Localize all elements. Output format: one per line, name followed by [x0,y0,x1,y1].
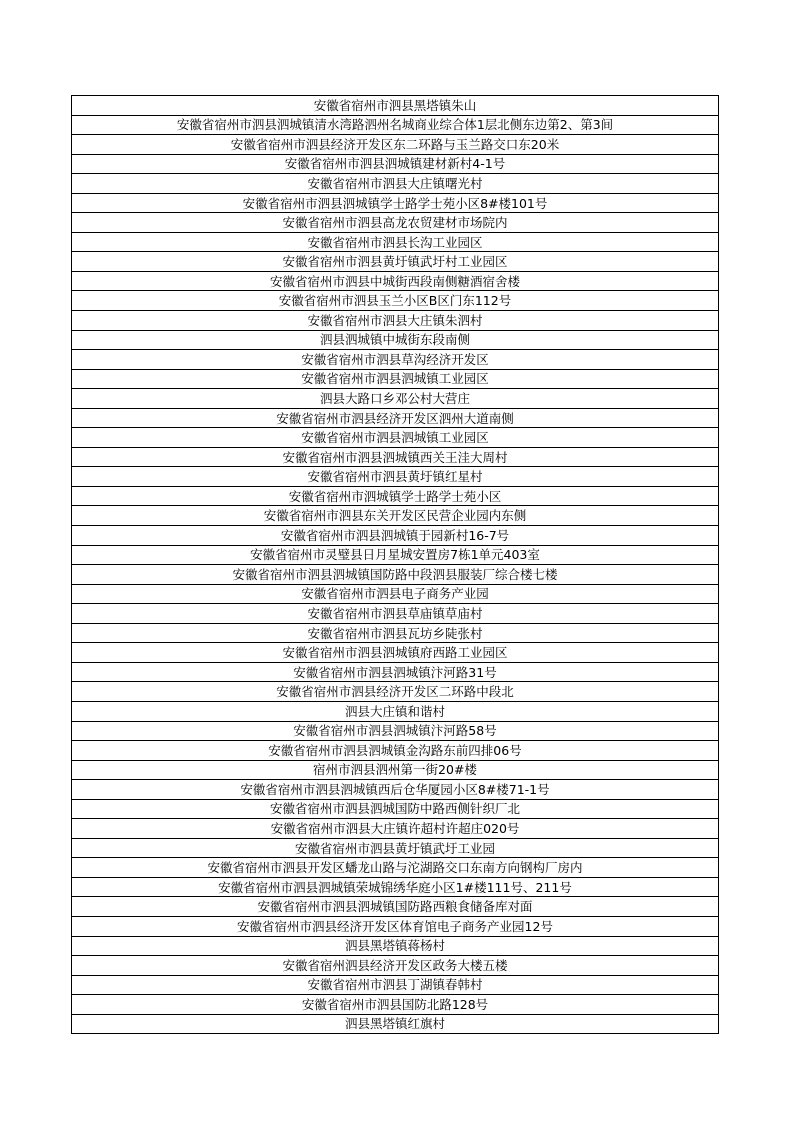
table-row [72,193,719,213]
table-row [72,760,719,780]
address-cell: 安徽省宿州市泗县泗城镇于园新村16-7号 [72,526,719,546]
table-row [72,741,719,761]
address-cell: 泗县泗城镇中城街东段南侧 [72,330,719,350]
address-cell: 泗县大庄镇和谐村 [72,701,719,721]
table-row [72,956,719,976]
table-row [72,936,719,956]
table-row [72,526,719,546]
address-cell: 安徽省宿州市泗县大庄镇曙光村 [72,174,719,194]
address-cell: 安徽省宿州市泗县泗城镇国防路中段泗县服装厂综合楼七楼 [72,565,719,585]
address-cell: 安徽省宿州市泗县泗城镇建材新村4-1号 [72,154,719,174]
table-row [72,506,719,526]
address-cell: 安徽省宿州市泗县国防北路128号 [72,995,719,1015]
address-cell: 安徽省宿州市泗县泗城镇荣城锦绣华庭小区1#楼111号、211号 [72,877,719,897]
address-cell: 安徽省宿州市泗县经济开发区二环路中段北 [72,682,719,702]
table-row [72,408,719,428]
table-row [72,584,719,604]
address-cell: 安徽省宿州市泗县大庄镇许超村许超庄020号 [72,819,719,839]
address-cell: 安徽省宿州市泗县电子商务产业园 [72,584,719,604]
address-cell: 安徽省宿州市泗县经济开发区体育馆电子商务产业园12号 [72,916,719,936]
address-cell: 安徽省宿州市泗县泗城镇国防路西粮食储备库对面 [72,897,719,917]
table-row [72,565,719,585]
address-cell: 安徽省宿州市泗县泗城镇西后仓华厦园小区8#楼71-1号 [72,780,719,800]
address-cell: 安徽省宿州市泗县黄圩镇红星村 [72,467,719,487]
table-row [72,486,719,506]
table-row [72,877,719,897]
table-row [72,115,719,135]
address-cell: 安徽省宿州市泗县泗城镇清水湾路泗州名城商业综合体1层北侧东边第2、第3间 [72,115,719,135]
table-row [72,682,719,702]
table-row [72,389,719,409]
address-cell: 安徽省宿州市泗县开发区蟠龙山路与沱湖路交口东南方向钢构厂房内 [72,858,719,878]
address-cell: 安徽省宿州市泗县黑塔镇朱山 [72,96,719,116]
table-row [72,916,719,936]
address-cell: 安徽省宿州市泗县长沟工业园区 [72,232,719,252]
address-cell: 安徽省宿州市泗县黄圩镇武圩村工业园区 [72,252,719,272]
table-row [72,838,719,858]
table-row [72,995,719,1015]
address-cell: 安徽省宿州市泗县黄圩镇武圩工业园 [72,838,719,858]
table-row [72,721,719,741]
address-cell: 安徽省宿州市泗县瓦坊乡陡张村 [72,623,719,643]
table-row [72,428,719,448]
address-cell: 安徽省宿州市泗县泗城镇学士路学士苑小区8#楼101号 [72,193,719,213]
address-cell: 安徽省宿州泗县经济开发区政务大楼五楼 [72,956,719,976]
table-row [72,662,719,682]
address-cell: 安徽省宿州市泗县泗城镇工业园区 [72,369,719,389]
address-cell: 安徽省宿州市泗县泗城镇汴河路58号 [72,721,719,741]
table-row [72,174,719,194]
table-row [72,96,719,116]
table-row [72,213,719,233]
table-row [72,350,719,370]
address-cell: 安徽省宿州市泗县草沟经济开发区 [72,350,719,370]
address-cell: 安徽省宿州市泗县玉兰小区B区门东112号 [72,291,719,311]
table-row [72,701,719,721]
table-row [72,467,719,487]
table-row [72,643,719,663]
address-cell: 安徽省宿州市泗县中城街西段南侧糖酒宿舍楼 [72,271,719,291]
table-row [72,291,719,311]
address-table-body [72,96,719,1034]
address-cell: 安徽省宿州市泗县高龙农贸建材市场院内 [72,213,719,233]
table-row [72,819,719,839]
table-row [72,135,719,155]
address-cell: 安徽省宿州市灵璧县日月星城安置房7栋1单元403室 [72,545,719,565]
table-row [72,232,719,252]
table-row [72,447,719,467]
address-cell: 安徽省宿州市泗县泗城镇汴河路31号 [72,662,719,682]
address-cell: 泗县黑塔镇红旗村 [72,1014,719,1034]
table-row [72,604,719,624]
address-cell: 安徽省宿州市泗城镇学士路学士苑小区 [72,486,719,506]
address-table [71,95,719,1034]
address-cell: 安徽省宿州市泗县东关开发区民营企业园内东侧 [72,506,719,526]
address-cell: 安徽省宿州市泗县泗城镇西关王洼大周村 [72,447,719,467]
address-cell: 安徽省宿州市泗县经济开发区泗州大道南侧 [72,408,719,428]
table-row [72,623,719,643]
address-cell: 安徽省宿州市泗县经济开发区东二环路与玉兰路交口东20米 [72,135,719,155]
table-row [72,780,719,800]
address-cell: 安徽省宿州市泗县泗城国防中路西侧针织厂北 [72,799,719,819]
table-row [72,154,719,174]
table-row [72,252,719,272]
address-cell: 安徽省宿州市泗县大庄镇朱泗村 [72,311,719,331]
address-cell: 安徽省宿州市泗县丁湖镇春韩村 [72,975,719,995]
table-row [72,271,719,291]
address-cell: 宿州市泗县泗州第一街20#楼 [72,760,719,780]
table-row [72,897,719,917]
address-cell: 安徽省宿州市泗县泗城镇府西路工业园区 [72,643,719,663]
table-row [72,330,719,350]
address-cell: 安徽省宿州市泗县泗城镇金沟路东前四排06号 [72,741,719,761]
address-cell: 泗县大路口乡邓公村大营庄 [72,389,719,409]
address-cell: 安徽省宿州市泗县泗城镇工业园区 [72,428,719,448]
table-row [72,1014,719,1034]
table-row [72,799,719,819]
address-cell: 安徽省宿州市泗县草庙镇草庙村 [72,604,719,624]
table-row [72,311,719,331]
address-cell: 泗县黑塔镇蒋杨村 [72,936,719,956]
table-row [72,858,719,878]
table-row [72,369,719,389]
table-row [72,545,719,565]
table-row [72,975,719,995]
